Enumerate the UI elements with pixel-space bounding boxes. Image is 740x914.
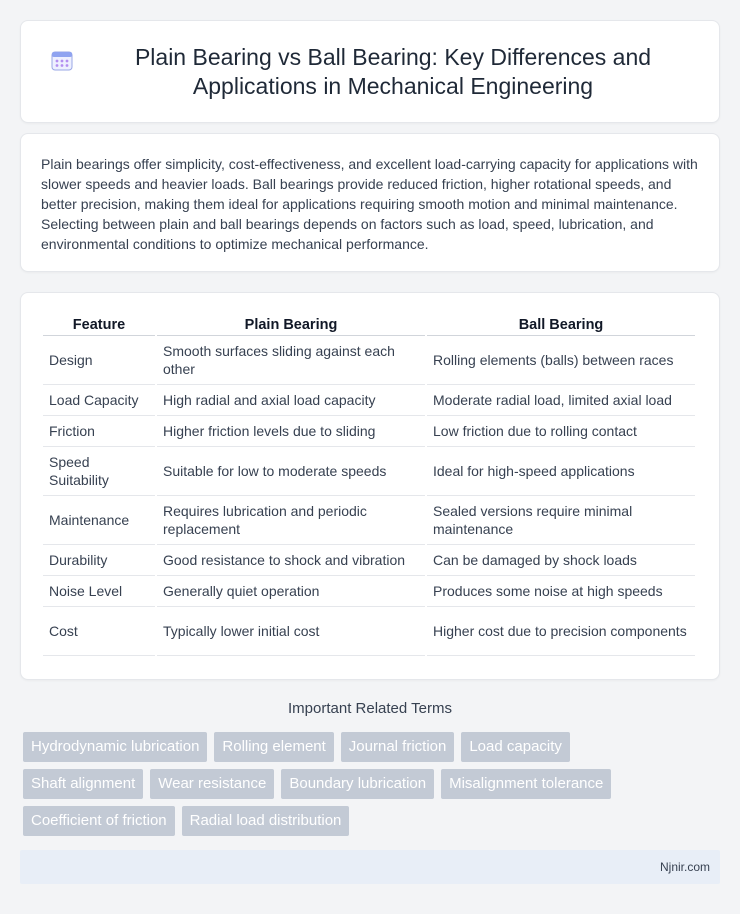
- header-feature: Feature: [43, 311, 155, 336]
- footer-site-link[interactable]: Njnir.com: [659, 860, 710, 874]
- ball-cell: Low friction due to rolling contact: [427, 416, 695, 447]
- ball-cell: Produces some noise at high speeds: [427, 576, 695, 607]
- table-row: [43, 545, 695, 576]
- feature-cell: Load Capacity: [43, 385, 155, 416]
- plain-cell: High radial and axial load capacity: [157, 385, 425, 416]
- ball-cell: Ideal for high-speed applications: [427, 447, 695, 496]
- plain-cell: Smooth surfaces sliding against each other: [157, 336, 425, 385]
- tag-wear-resistance[interactable]: Wear resistance: [150, 769, 274, 799]
- tag-radial-load-distribution[interactable]: Radial load distribution: [182, 806, 350, 836]
- table-row: [43, 576, 695, 607]
- ball-cell: Rolling elements (balls) between races: [427, 336, 695, 385]
- header-card: [20, 20, 720, 123]
- footer: [20, 850, 720, 884]
- page-title: Plain Bearing vs Ball Bearing: Key Differences and Applications in Mechanical Engineering: [134, 43, 652, 99]
- tag-coefficient-of-friction[interactable]: Coefficient of friction: [23, 806, 175, 836]
- tag-boundary-lubrication[interactable]: Boundary lubrication: [281, 769, 434, 799]
- tag-journal-friction[interactable]: Journal friction: [341, 732, 455, 762]
- calendar-icon: [51, 49, 73, 71]
- plain-cell: Higher friction levels due to sliding: [157, 416, 425, 447]
- tag-hydrodynamic-lubrication[interactable]: Hydrodynamic lubrication: [23, 732, 207, 762]
- tag-shaft-alignment[interactable]: Shaft alignment: [23, 769, 143, 799]
- feature-cell: Speed Suitability: [43, 447, 155, 496]
- related-terms-title: Important Related Terms: [288, 700, 452, 717]
- ball-cell: Higher cost due to precision components: [427, 607, 695, 656]
- table-row: [43, 385, 695, 416]
- feature-cell: Design: [43, 336, 155, 385]
- comparison-table: [41, 311, 697, 656]
- tag-row: [23, 806, 723, 836]
- tag-misalignment-tolerance[interactable]: Misalignment tolerance: [441, 769, 611, 799]
- comparison-card: [20, 292, 720, 680]
- tag-load-capacity[interactable]: Load capacity: [461, 732, 570, 762]
- feature-cell: Noise Level: [43, 576, 155, 607]
- header-plain-bearing: Plain Bearing: [157, 311, 425, 336]
- ball-cell: Sealed versions require minimal maintenance: [427, 496, 695, 545]
- ball-cell: Can be damaged by shock loads: [427, 545, 695, 576]
- intro-paragraph: Plain bearings offer simplicity, cost-effectiveness, and excellent load-carrying capacity for applications with slower speeds and heavier loads. Ball bearings provide reduced friction, higher rotational speeds, and better precision, making them ideal for applications requiring smooth motion and minimal maintenance. Selecting between plain and ball bearings depends on factors such as load, speed, lubrication, and environmental conditions to optimize mechanical performance.: [41, 156, 698, 252]
- ball-cell: Moderate radial load, limited axial load: [427, 385, 695, 416]
- related-terms: [23, 732, 723, 843]
- plain-cell: Good resistance to shock and vibration: [157, 545, 425, 576]
- feature-cell: Friction: [43, 416, 155, 447]
- feature-cell: Cost: [43, 607, 155, 656]
- plain-cell: Suitable for low to moderate speeds: [157, 447, 425, 496]
- plain-cell: Requires lubrication and periodic replacement: [157, 496, 425, 545]
- plain-cell: Typically lower initial cost: [157, 607, 425, 656]
- header-ball-bearing: Ball Bearing: [427, 311, 695, 336]
- table-header-row: [43, 311, 695, 336]
- feature-cell: Maintenance: [43, 496, 155, 545]
- tag-row: [23, 732, 723, 762]
- plain-cell: Generally quiet operation: [157, 576, 425, 607]
- table-row: [43, 607, 695, 656]
- table-row: [43, 416, 695, 447]
- tag-rolling-element[interactable]: Rolling element: [214, 732, 333, 762]
- table-row: [43, 336, 695, 385]
- intro-card: [20, 133, 720, 272]
- feature-cell: Durability: [43, 545, 155, 576]
- tag-row: [23, 769, 723, 799]
- title-wrap: [21, 43, 719, 101]
- table-row: [43, 496, 695, 545]
- table-row: [43, 447, 695, 496]
